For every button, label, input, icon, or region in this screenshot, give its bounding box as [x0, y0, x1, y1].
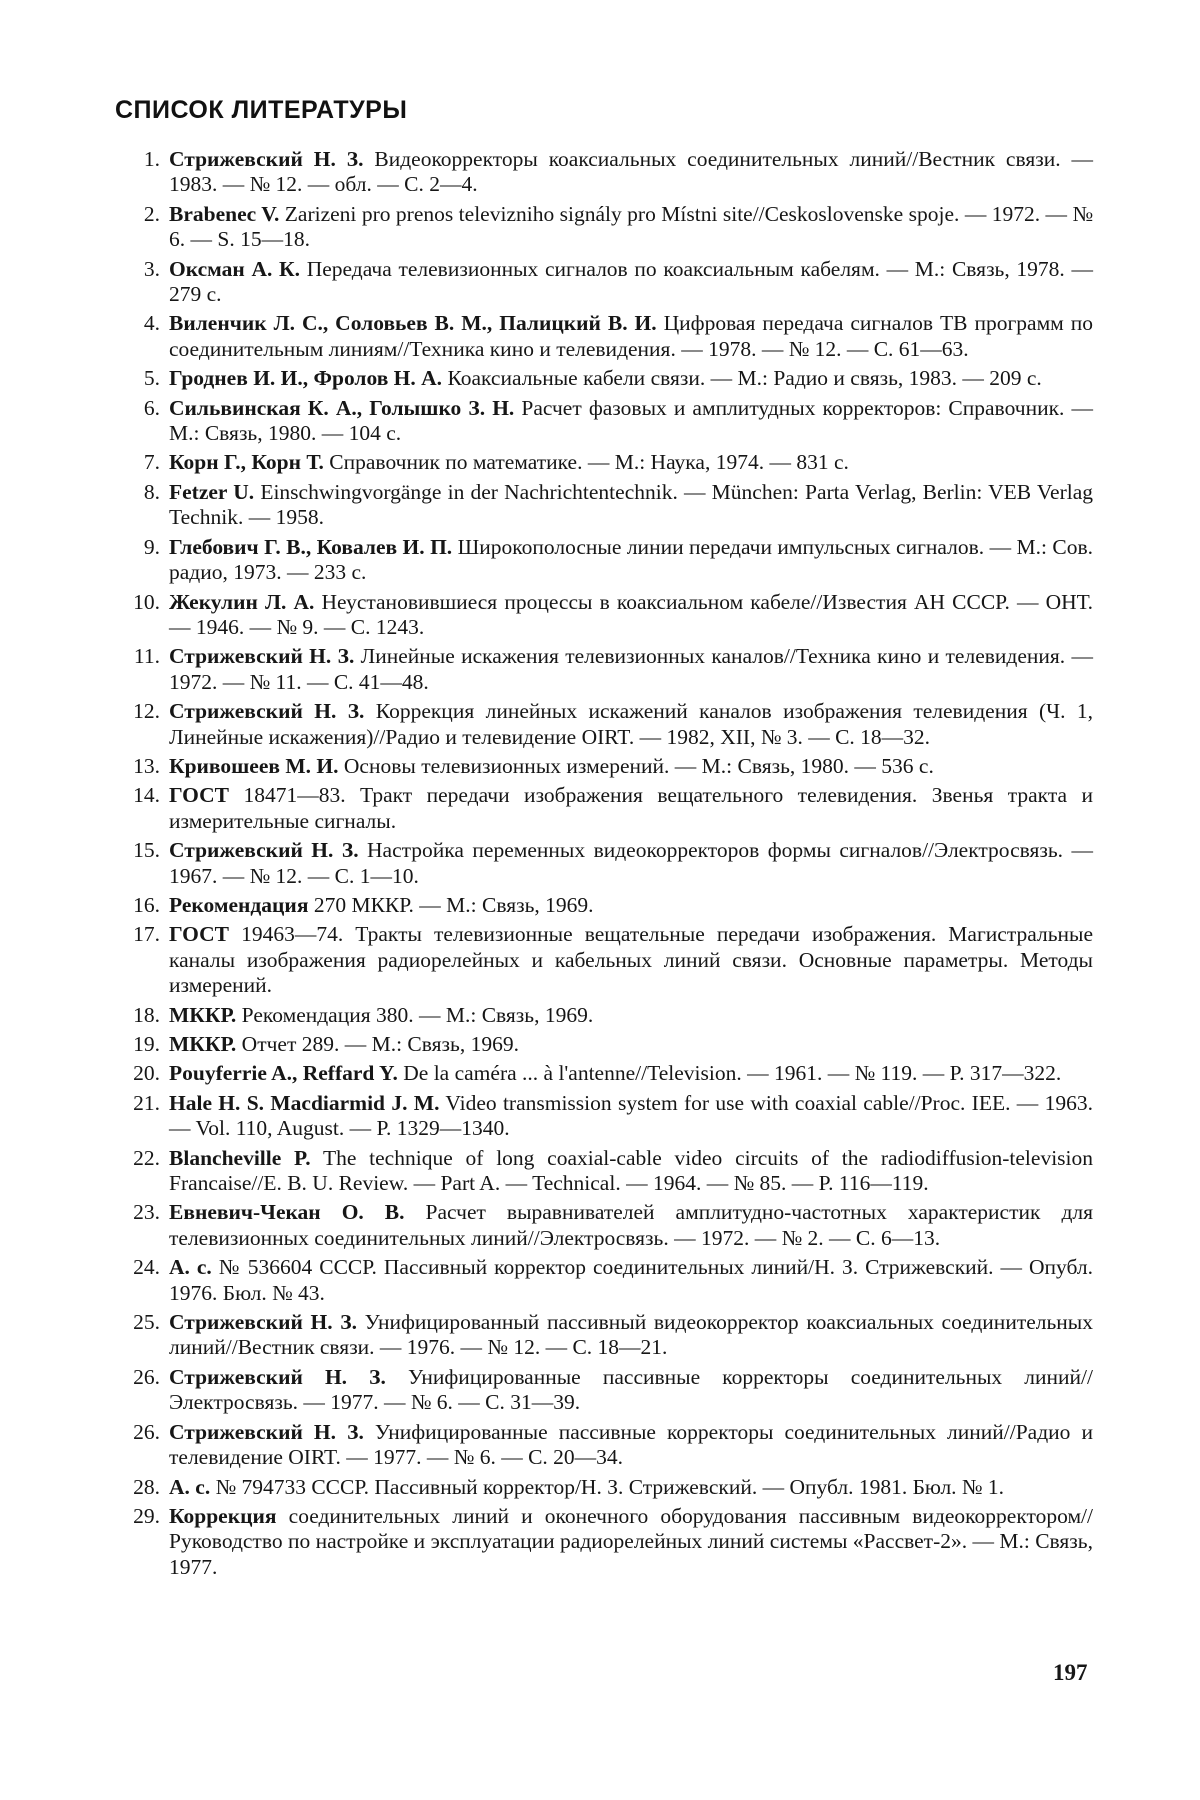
reference-number: 6. [143, 395, 160, 420]
reference-number: 24. [133, 1255, 160, 1280]
reference-text: Расчет фазовых и амплитудных корректоров: Справочник. — М.: Связь, 1980. — 104 с. [169, 395, 1093, 446]
reference-number: 22. [133, 1145, 160, 1170]
reference-number: 26. [133, 1419, 160, 1444]
reference-authors: Глебович Г. В., Ковалев И. П. [169, 534, 453, 559]
reference-authors: Кривошеев М. И. [169, 753, 339, 778]
reference-item [115, 699, 1093, 750]
reference-authors: Blancheville P. [169, 1145, 311, 1170]
reference-authors: Стрижевский Н. З. [169, 1419, 364, 1444]
reference-number: 25. [133, 1310, 160, 1335]
reference-authors: Стрижевский Н. З. [169, 699, 365, 724]
reference-text: Video transmission system for use with coaxial cable//Proc. IEE. — 1963. — Vol. 110, August. — P. 1329—1340. [169, 1090, 1093, 1141]
reference-item [115, 1146, 1093, 1197]
reference-number: 1. [143, 147, 160, 171]
reference-text: Неустановившиеся процессы в коаксиальном кабеле//Известия АН СССР. — ОНТ. — 1946. — № 9. — С. 1243. [169, 589, 1093, 639]
reference-text: соединительных линий и оконечного оборудования пассивным видеокорректором//Руководство по настройке и эксплуатации радиорелейных линий системы «Рассвет-2». — М.: Связь, 1977. [169, 1503, 1093, 1579]
reference-text: 19463—74. Тракты телевизионные вещательные передачи изображения. Магистральные каналы изображения радиорелейных и кабельных линий связи. Основные параметры. Методы измерений. [169, 922, 1093, 998]
reference-item [115, 754, 1093, 779]
reference-authors: Виленчик Л. С., Соловьев В. М., Палицкий В. И. [169, 311, 657, 336]
reference-item [115, 1420, 1093, 1471]
reference-number: 2. [143, 201, 160, 226]
reference-item [115, 1200, 1093, 1251]
reference-authors: Стрижевский Н. З. [169, 147, 364, 171]
reference-item [115, 893, 1093, 918]
reference-text: Отчет 289. — М.: Связь, 1969. [236, 1032, 519, 1056]
reference-number: 15. [133, 838, 160, 863]
reference-item [115, 783, 1093, 834]
reference-item [115, 147, 1093, 198]
reference-number: 9. [143, 534, 160, 559]
reference-text: De la caméra ... à l'antenne//Television. — 1961. — № 119. — P. 317—322. [397, 1061, 1062, 1086]
reference-number: 14. [133, 783, 160, 808]
reference-number: 29. [133, 1503, 160, 1528]
reference-item [115, 1365, 1093, 1416]
reference-authors: Стрижевский Н. З. [169, 838, 359, 863]
reference-text: Широкополосные линии передачи импульсных сигналов. — М.: Сов. радио, 1973. — 233 с. [169, 534, 1093, 585]
reference-number: 3. [143, 256, 160, 281]
reference-authors: Оксман А. К. [169, 256, 301, 281]
reference-item [115, 1504, 1093, 1580]
reference-text: 18471—83. Тракт передачи изображения вещательного телевидения. Звенья тракта и измерительные сигналы. [169, 783, 1093, 833]
reference-item [115, 535, 1093, 586]
reference-text: Настройка переменных видеокорректоров формы сигналов//Электросвязь. — 1967. — № 12. — С. 1—10. [169, 838, 1093, 888]
reference-number: 28. [133, 1474, 160, 1499]
reference-number: 13. [133, 753, 160, 778]
page-heading: СПИСОК ЛИТЕРАТУРЫ [115, 96, 408, 124]
reference-text: Видеокорректоры коаксиальных соединительных линий//Вестник связи. — 1983. — № 12. — обл. — С. 2—4. [169, 147, 1093, 197]
reference-item [115, 1310, 1093, 1361]
reference-text: Унифицированные пассивные корректоры соединительных линий//Радио и телевидение OIRT. — 1977. — № 6. — С. 20—34. [169, 1419, 1093, 1470]
reference-item [115, 1091, 1093, 1142]
reference-authors: МККР. [169, 1032, 237, 1056]
reference-number: 8. [143, 479, 160, 504]
reference-number: 16. [133, 892, 160, 917]
reference-number: 17. [133, 922, 160, 947]
reference-text: Коррекция линейных искажений каналов изображения телевидения (Ч. 1, Линейные искажения)//Радио и телевидение OIRT. — 1982, XII, № 3. — С. 18—32. [169, 699, 1093, 749]
reference-item [115, 480, 1093, 531]
reference-item [115, 922, 1093, 998]
reference-text: Einschwingvorgänge in der Nachrichtentechnik. — München: Parta Verlag, Berlin: VEB Verlag Technik. — 1958. [169, 479, 1093, 530]
reference-authors: Hale H. S. Macdiarmid J. M. [169, 1090, 440, 1115]
reference-text: Расчет выравнивателей амплитудно-частотных характеристик для телевизионных соединительных линий//Электросвязь. — 1972. — № 2. — С. 6—13. [169, 1200, 1094, 1250]
reference-item [115, 644, 1093, 695]
reference-authors: Евневич-Чекан О. В. [169, 1200, 405, 1225]
reference-item [115, 450, 1093, 475]
reference-number: 26. [133, 1364, 160, 1389]
reference-authors: ГОСТ [169, 783, 229, 808]
reference-authors: Fetzer U. [169, 479, 255, 504]
reference-number: 5. [143, 366, 160, 391]
reference-item [115, 202, 1093, 253]
reference-number: 19. [133, 1032, 160, 1056]
reference-authors: Жекулин Л. А. [169, 589, 315, 614]
reference-authors: Сильвинская К. А., Голышко З. Н. [169, 395, 515, 420]
reference-item [115, 366, 1093, 391]
reference-authors: Рекомендация [169, 892, 309, 917]
reference-authors: Корн Г., Корн Т. [169, 450, 324, 475]
reference-text: Коаксиальные кабели связи. — М.: Радио и связь, 1983. — 209 с. [442, 366, 1042, 391]
reference-item [115, 590, 1093, 641]
reference-item [115, 1003, 1093, 1028]
reference-text: Рекомендация 380. — М.: Связь, 1969. [236, 1002, 594, 1027]
reference-text: № 794733 СССР. Пассивный корректор/Н. З. Стрижевский. — Опубл. 1981. Бюл. № 1. [210, 1474, 1004, 1499]
reference-list [115, 147, 1093, 1584]
reference-text: Линейные искажения телевизионных каналов//Техника кино и телевидения. — 1972. — № 11. — С. 41—48. [169, 644, 1093, 694]
reference-text: Унифицированные пассивные корректоры соединительных линий//Электросвязь. — 1977. — № 6. — С. 31—39. [169, 1364, 1093, 1415]
reference-authors: Стрижевский Н. З. [169, 1310, 357, 1335]
reference-item [115, 1032, 1093, 1057]
reference-authors: МККР. [169, 1002, 237, 1027]
reference-number: 4. [143, 311, 160, 336]
reference-number: 7. [143, 450, 160, 475]
reference-number: 12. [133, 699, 160, 724]
reference-authors: Стрижевский Н. З. [169, 1364, 386, 1389]
reference-text: Унифицированный пассивный видеокорректор коаксиальных соединительных линий//Вестник связи. — 1976. — № 12. — С. 18—21. [169, 1310, 1093, 1360]
reference-text: Передача телевизионных сигналов по коаксиальным кабелям. — М.: Связь, 1978. — 279 с. [169, 256, 1093, 307]
reference-authors: ГОСТ [169, 922, 229, 947]
reference-item [115, 257, 1093, 308]
reference-authors: Pouyferrie A., Reffard Y. [169, 1061, 398, 1086]
reference-text: Цифровая передача сигналов ТВ программ по соединительным линиям//Техника кино и телевидения. — 1978. — № 12. — С. 61—63. [169, 311, 1094, 361]
reference-authors: А. с. [169, 1255, 212, 1280]
reference-text: The technique of long coaxial-cable video circuits of the radiodiffusion-television Francaise//E. B. U. Review. — Part A. — Technical. — 1964. — № 85. — P. 116—119. [169, 1145, 1094, 1196]
reference-text: Справочник по математике. — М.: Наука, 1974. — 831 с. [323, 450, 849, 475]
reference-text: № 536604 СССР. Пассивный корректор соединительных линий/Н. З. Стрижевский. — Опубл. 1976. Бюл. № 43. [169, 1255, 1093, 1305]
reference-authors: Коррекция [169, 1503, 277, 1528]
reference-authors: Гроднев И. И., Фролов Н. А. [169, 366, 443, 391]
reference-text: Zarizeni pro prenos televizniho signály pro Místni site//Ceskoslovenske spoje. — 1972. — № 6. — S. 15—18. [169, 201, 1094, 252]
reference-number: 18. [133, 1002, 160, 1027]
reference-item [115, 1255, 1093, 1306]
reference-number: 21. [133, 1090, 160, 1115]
reference-number: 10. [133, 589, 160, 614]
reference-authors: Brabenec V. [169, 201, 280, 226]
reference-authors: А. с. [169, 1474, 211, 1499]
page-number: 197 [1053, 1660, 1088, 1685]
reference-authors: Стрижевский Н. З. [169, 644, 355, 669]
reference-item [115, 311, 1093, 362]
reference-item [115, 1061, 1093, 1086]
reference-text: 270 МККР. — М.: Связь, 1969. [308, 892, 594, 917]
reference-text: Основы телевизионных измерений. — М.: Связь, 1980. — 536 с. [338, 753, 934, 778]
reference-number: 11. [133, 644, 160, 669]
reference-number: 20. [133, 1061, 160, 1086]
reference-item [115, 838, 1093, 889]
reference-number: 23. [133, 1200, 160, 1225]
reference-item [115, 1475, 1093, 1500]
reference-item [115, 396, 1093, 447]
